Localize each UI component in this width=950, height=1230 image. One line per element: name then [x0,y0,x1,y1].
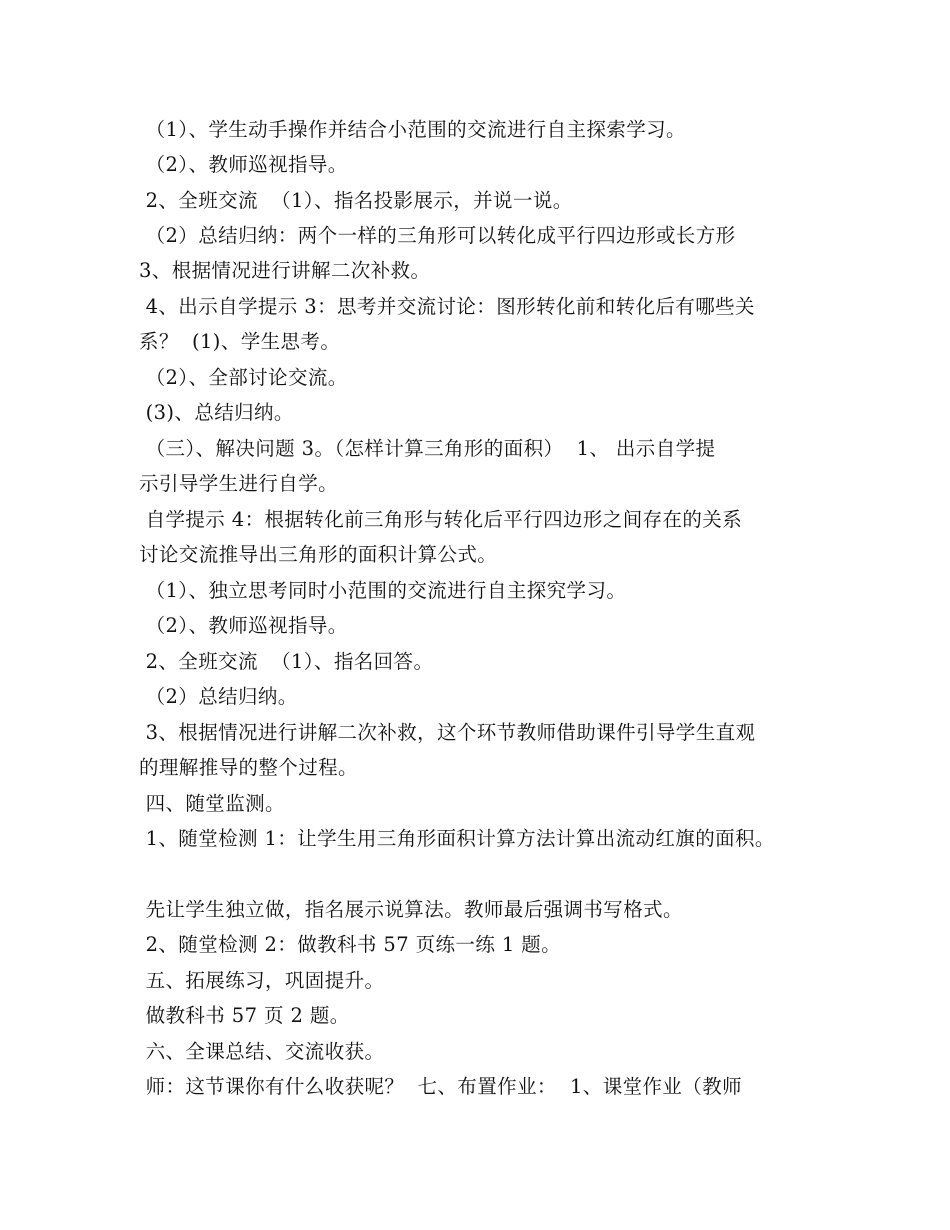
text-line: 六、全课总结、交流收获。 [139,1040,385,1063]
text-line: （2）、教师巡视指导。 [139,153,348,176]
text-line: 自学提示 4：根据转化前三角形与转化后平行四边形之间存在的关系 [139,508,743,531]
text-line: （2）总结归纳：两个一样的三角形可以转化成平行四边形或长方形 [139,224,736,247]
text-line: 四、随堂监测。 [139,792,285,815]
text-line: 2、随堂检测 2：做教科书 57 页练一练 1 题。 [139,933,562,956]
text-line: （2）总结归纳。 [139,685,298,708]
text-line: 讨论交流推导出三角形的面积计算公式。 [139,543,498,566]
text-line: （1）、学生动手操作并结合小范围的交流进行自主探索学习。 [139,118,686,141]
text-line: 五、拓展练习，巩固提升。 [139,969,385,992]
text-line: 4、出示自学提示 3：思考并交流讨论：图形转化前和转化后有哪些关 [139,295,755,318]
text-line: （2）、教师巡视指导。 [139,614,348,637]
text-line: (3)、总结归纳。 [139,401,294,424]
text-line: （2）、全部讨论交流。 [139,366,348,389]
text-line: 3、根据情况进行讲解二次补救。 [139,259,431,282]
text-line: 2、全班交流 （1）、指名回答。 [139,650,434,673]
text-line: 3、根据情况进行讲解二次补救，这个环节教师借助课件引导学生直观 [139,721,756,744]
text-line: 做教科书 57 页 2 题。 [139,1004,350,1027]
text-line: （三）、解决问题 3。（怎样计算三角形的面积） 1、 出示自学提 [139,437,716,460]
text-line: 先让学生独立做，指名展示说算法。教师最后强调书写格式。 [139,898,683,921]
text-line: 2、全班交流 （1）、指名投影展示，并说一说。 [139,189,573,212]
text-line: 系？ (1)、学生思考。 [139,330,341,353]
text-line: 示引导学生进行自学。 [139,472,339,495]
text-line: （1）、独立思考同时小范围的交流进行自主探究学习。 [139,579,627,602]
text-line: 1、随堂检测 1：让学生用三角形面积计算方法计算出流动红旗的面积。 [139,827,775,850]
text-line: 师：这节课你有什么收获呢？ 七、布置作业： 1、课堂作业（教师 [139,1075,742,1098]
text-line: 的理解推导的整个过程。 [139,756,358,779]
